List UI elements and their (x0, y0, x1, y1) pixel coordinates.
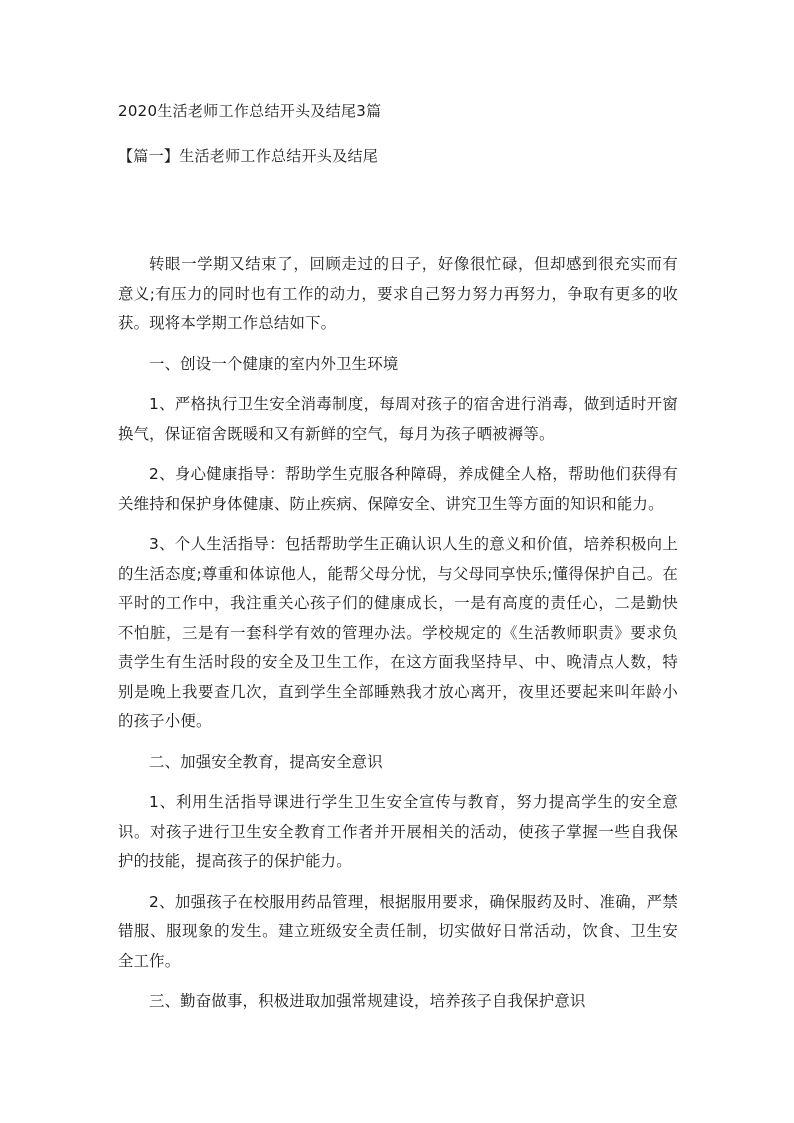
paragraph-heading-2: 二、加强安全教育，提高安全意识 (149, 752, 383, 771)
paragraph-item-1-2: 2、身心健康指导：帮助学生克服各种障碍，养成健全人格，帮助他们获得有关维持和保护身体健康、防止疾病、保障安全、讲究卫生等方面的知识和能力。 (118, 465, 678, 513)
section-heading: 【篇一】生活老师工作总结开头及结尾 (118, 147, 379, 165)
paragraph-intro: 转眼一学期又结束了，回顾走过的日子，好像很忙碌，但却感到很充实而有意义;有压力的同时也有工作的动力，要求自己努力努力再努力，争取有更多的收获。现将本学期工作总结如下。 (118, 255, 678, 332)
document-title: 2020生活老师工作总结开头及结尾3篇 (118, 102, 382, 120)
paragraph-item-1-1: 1、严格执行卫生安全消毒制度，每周对孩子的宿舍进行消毒，做到适时开窗换气，保证宿舍既暖和又有新鲜的空气，每月为孩子晒被褥等。 (118, 395, 678, 443)
paragraph-heading-3: 三、勤奋做事，积极进取加强常规建设，培养孩子自我保护意识 (149, 992, 586, 1010)
paragraph-item-2-1: 1、利用生活指导课进行学生卫生安全宣传与教育，努力提高学生的安全意识。对孩子进行卫生安全教育工作者并开展相关的活动，使孩子掌握一些自我保护的技能，提高孩子的保护能力。 (118, 793, 678, 870)
paragraph-item-1-3: 3、个人生活指导：包括帮助学生正确认识人生的意义和价值，培养积极向上的生活态度;尊重和体谅他人，能帮父母分忧，与父母同享快乐;懂得保护自己。在平时的工作中，我注重关心孩子们的健康成长，一是有高度的责任心，二是勤快不怕脏，三是有一套科学有效的管理办法。学校规定的《生活教师职责》要求负责学生有生活时段的安全及卫生工作，在这方面我坚持早、中、晚清点人数，特别是晚上我要查几次，直到学生全部睡熟我才放心离开，夜里还要起来叫年龄小的孩子小便。 (118, 535, 678, 730)
paragraph-item-2-2: 2、加强孩子在校服用药品管理，根据服用要求，确保服药及时、准确，严禁错服、服现象的发生。建立班级安全责任制，切实做好日常活动，饮食、卫生安全工作。 (118, 892, 678, 970)
body-text (118, 250, 678, 1028)
paragraph-heading-1: 一、创设一个健康的室内外卫生环境 (149, 354, 399, 373)
